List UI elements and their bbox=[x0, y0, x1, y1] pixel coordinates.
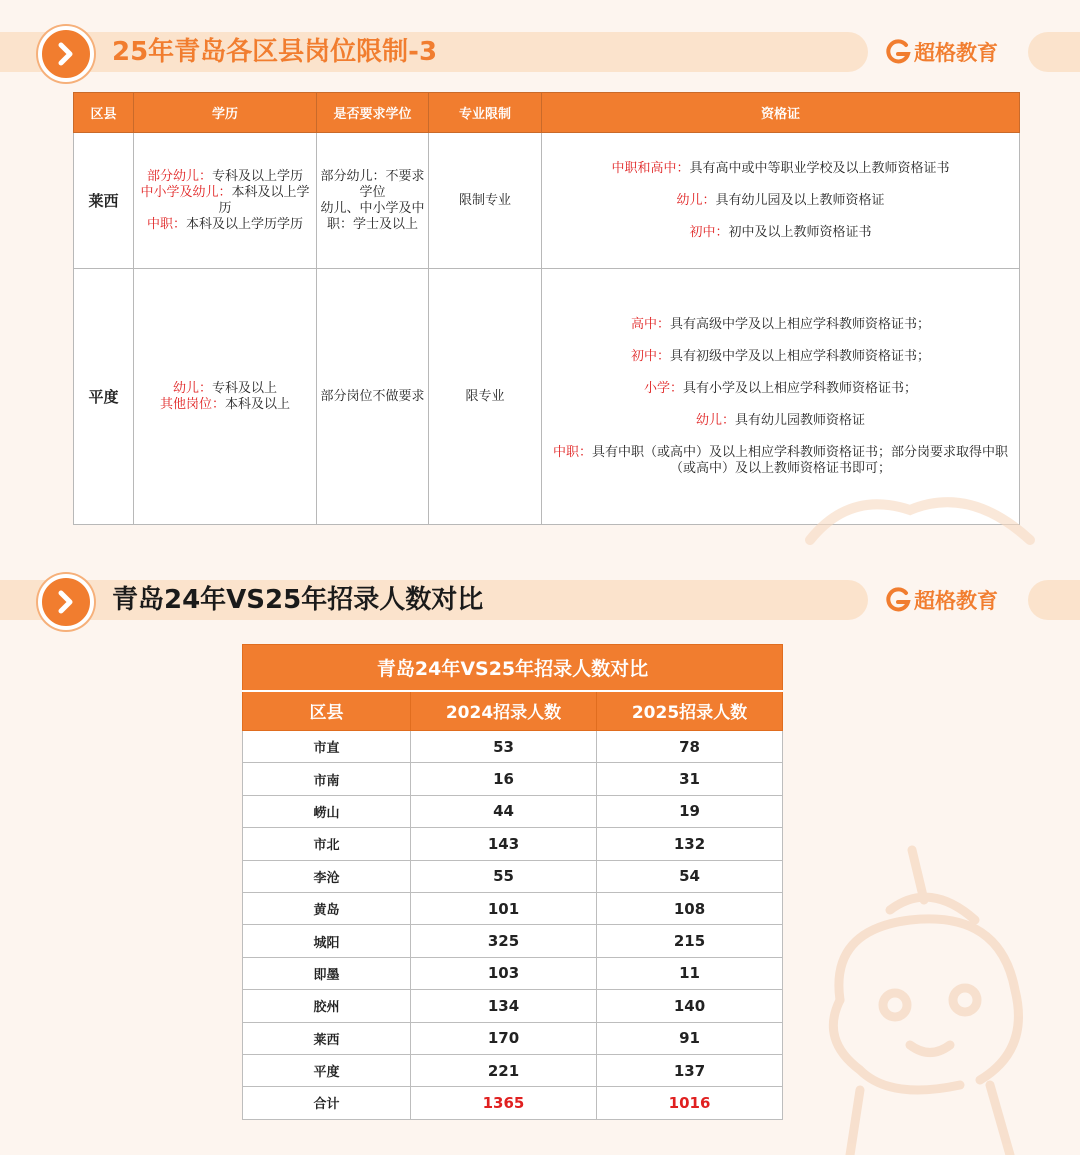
district-cell: 市南 bbox=[243, 763, 411, 795]
count-2024-cell: 170 bbox=[411, 1022, 597, 1054]
col-header-district: 区县 bbox=[74, 93, 134, 133]
district-cell: 即墨 bbox=[243, 957, 411, 989]
district-cell: 城阳 bbox=[243, 925, 411, 957]
count-2024-cell: 103 bbox=[411, 957, 597, 989]
col-header-degree: 是否要求学位 bbox=[317, 93, 429, 133]
section-header-restrictions bbox=[0, 8, 1080, 78]
count-2024-cell: 16 bbox=[411, 763, 597, 795]
education-label: 幼儿： bbox=[172, 380, 212, 396]
district-cell: 莱西 bbox=[243, 1022, 411, 1054]
education-label: 其他岗位： bbox=[159, 396, 225, 412]
comparison-table bbox=[242, 644, 783, 1120]
table-row bbox=[243, 925, 783, 957]
count-2025-cell: 1016 bbox=[597, 1087, 783, 1119]
district-cell: 平度 bbox=[74, 269, 134, 525]
certificate-label: 初中： bbox=[630, 348, 670, 364]
count-2024-cell: 143 bbox=[411, 828, 597, 860]
chevron-right-icon bbox=[38, 574, 94, 630]
certificate-cell bbox=[542, 133, 1020, 269]
col-header-certificate: 资格证 bbox=[542, 93, 1020, 133]
count-2024-cell: 221 bbox=[411, 1054, 597, 1086]
certificate-label: 中职： bbox=[552, 444, 592, 460]
table-header-row bbox=[74, 93, 1020, 133]
unicorn-mascot-icon bbox=[800, 840, 1080, 1155]
education-label: 部分幼儿： bbox=[146, 168, 212, 184]
count-2024-cell: 325 bbox=[411, 925, 597, 957]
col-header-2025: 2025招录人数 bbox=[597, 691, 783, 731]
certificate-text: 初中及以上教师资格证书 bbox=[728, 224, 872, 240]
count-2025-cell: 137 bbox=[597, 1054, 783, 1086]
table-row bbox=[243, 860, 783, 892]
table-header-row bbox=[243, 691, 783, 731]
district-cell: 莱西 bbox=[74, 133, 134, 269]
table-caption-row bbox=[243, 645, 783, 691]
count-2024-cell: 53 bbox=[411, 731, 597, 763]
certificate-label: 中职和高中： bbox=[611, 160, 690, 176]
count-2025-cell: 132 bbox=[597, 828, 783, 860]
section-header-comparison bbox=[0, 556, 1080, 626]
count-2025-cell: 215 bbox=[597, 925, 783, 957]
count-2025-cell: 108 bbox=[597, 892, 783, 924]
total-row bbox=[243, 1087, 783, 1119]
district-cell: 平度 bbox=[243, 1054, 411, 1086]
count-2025-cell: 31 bbox=[597, 763, 783, 795]
brand-logo-icon bbox=[884, 38, 912, 66]
count-2024-cell: 134 bbox=[411, 990, 597, 1022]
section-title: 25年青岛各区县岗位限制-3 bbox=[112, 37, 438, 67]
education-text: 本科及以上学历 bbox=[218, 184, 310, 216]
brand-logo-icon bbox=[884, 586, 912, 614]
certificate-text: 具有高级中学及以上相应学科教师资格证书； bbox=[670, 316, 931, 332]
education-label: 中小学及幼儿： bbox=[140, 184, 232, 200]
table-caption: 青岛24年VS25年招录人数对比 bbox=[243, 645, 783, 691]
district-cell: 崂山 bbox=[243, 795, 411, 827]
education-cell bbox=[134, 133, 317, 269]
table-row bbox=[243, 828, 783, 860]
certificate-label: 高中： bbox=[630, 316, 670, 332]
certificate-label: 初中： bbox=[689, 224, 729, 240]
degree-cell: 部分幼儿：不要求学位 幼儿、中小学及中职：学士及以上 bbox=[317, 133, 429, 269]
certificate-text: 具有初级中学及以上相应学科教师资格证书； bbox=[670, 348, 931, 364]
brand-logo-text: 超格教育 bbox=[914, 589, 998, 613]
count-2025-cell: 78 bbox=[597, 731, 783, 763]
restrictions-table bbox=[73, 92, 1020, 525]
count-2024-cell: 101 bbox=[411, 892, 597, 924]
table-row bbox=[243, 731, 783, 763]
major-cell: 限制专业 bbox=[429, 133, 542, 269]
table-row bbox=[243, 957, 783, 989]
count-2024-cell: 55 bbox=[411, 860, 597, 892]
certificate-text: 具有高中或中等职业学校及以上教师资格证书 bbox=[689, 160, 950, 176]
certificate-label: 幼儿： bbox=[695, 412, 735, 428]
count-2025-cell: 140 bbox=[597, 990, 783, 1022]
major-cell: 限专业 bbox=[429, 269, 542, 525]
col-header-major: 专业限制 bbox=[429, 93, 542, 133]
table-row bbox=[243, 795, 783, 827]
header-band-right bbox=[1028, 32, 1080, 72]
education-label: 中职： bbox=[146, 216, 186, 232]
col-header-2024: 2024招录人数 bbox=[411, 691, 597, 731]
district-cell: 合计 bbox=[243, 1087, 411, 1119]
count-2024-cell: 44 bbox=[411, 795, 597, 827]
education-text: 专科及以上 bbox=[212, 380, 278, 396]
count-2025-cell: 11 bbox=[597, 957, 783, 989]
table-row bbox=[243, 763, 783, 795]
section-title: 青岛24年VS25年招录人数对比 bbox=[112, 585, 484, 615]
col-header-education: 学历 bbox=[134, 93, 317, 133]
count-2025-cell: 91 bbox=[597, 1022, 783, 1054]
certificate-text: 具有小学及以上相应学科教师资格证书； bbox=[683, 380, 918, 396]
brand-logo bbox=[884, 36, 998, 68]
degree-cell: 部分岗位不做要求 bbox=[317, 269, 429, 525]
table-row bbox=[243, 1054, 783, 1086]
count-2024-cell: 1365 bbox=[411, 1087, 597, 1119]
certificate-text: 具有中职（或高中）及以上相应学科教师资格证书；部分岗要求取得中职（或高中）及以上教师资格证书即可； bbox=[592, 444, 1009, 476]
certificate-label: 小学： bbox=[643, 380, 683, 396]
brand-logo-text: 超格教育 bbox=[914, 41, 998, 65]
certificate-text: 具有幼儿园教师资格证 bbox=[735, 412, 866, 428]
district-cell: 黄岛 bbox=[243, 892, 411, 924]
education-text: 专科及以上学历 bbox=[212, 168, 304, 184]
district-cell: 市北 bbox=[243, 828, 411, 860]
certificate-label: 幼儿： bbox=[676, 192, 716, 208]
count-2025-cell: 54 bbox=[597, 860, 783, 892]
table-row bbox=[243, 892, 783, 924]
education-cell bbox=[134, 269, 317, 525]
table-row bbox=[243, 990, 783, 1022]
col-header-district: 区县 bbox=[243, 691, 411, 731]
district-cell: 李沧 bbox=[243, 860, 411, 892]
education-text: 本科及以上 bbox=[225, 396, 291, 412]
table-row bbox=[74, 133, 1020, 269]
count-2025-cell: 19 bbox=[597, 795, 783, 827]
education-text: 本科及以上学历学历 bbox=[186, 216, 304, 232]
chevron-right-icon bbox=[38, 26, 94, 82]
header-band-right bbox=[1028, 580, 1080, 620]
brand-logo bbox=[884, 584, 998, 616]
certificate-text: 具有幼儿园及以上教师资格证 bbox=[715, 192, 885, 208]
table-row bbox=[243, 1022, 783, 1054]
district-cell: 胶州 bbox=[243, 990, 411, 1022]
district-cell: 市直 bbox=[243, 731, 411, 763]
unicorn-mascot-icon bbox=[790, 480, 1050, 550]
